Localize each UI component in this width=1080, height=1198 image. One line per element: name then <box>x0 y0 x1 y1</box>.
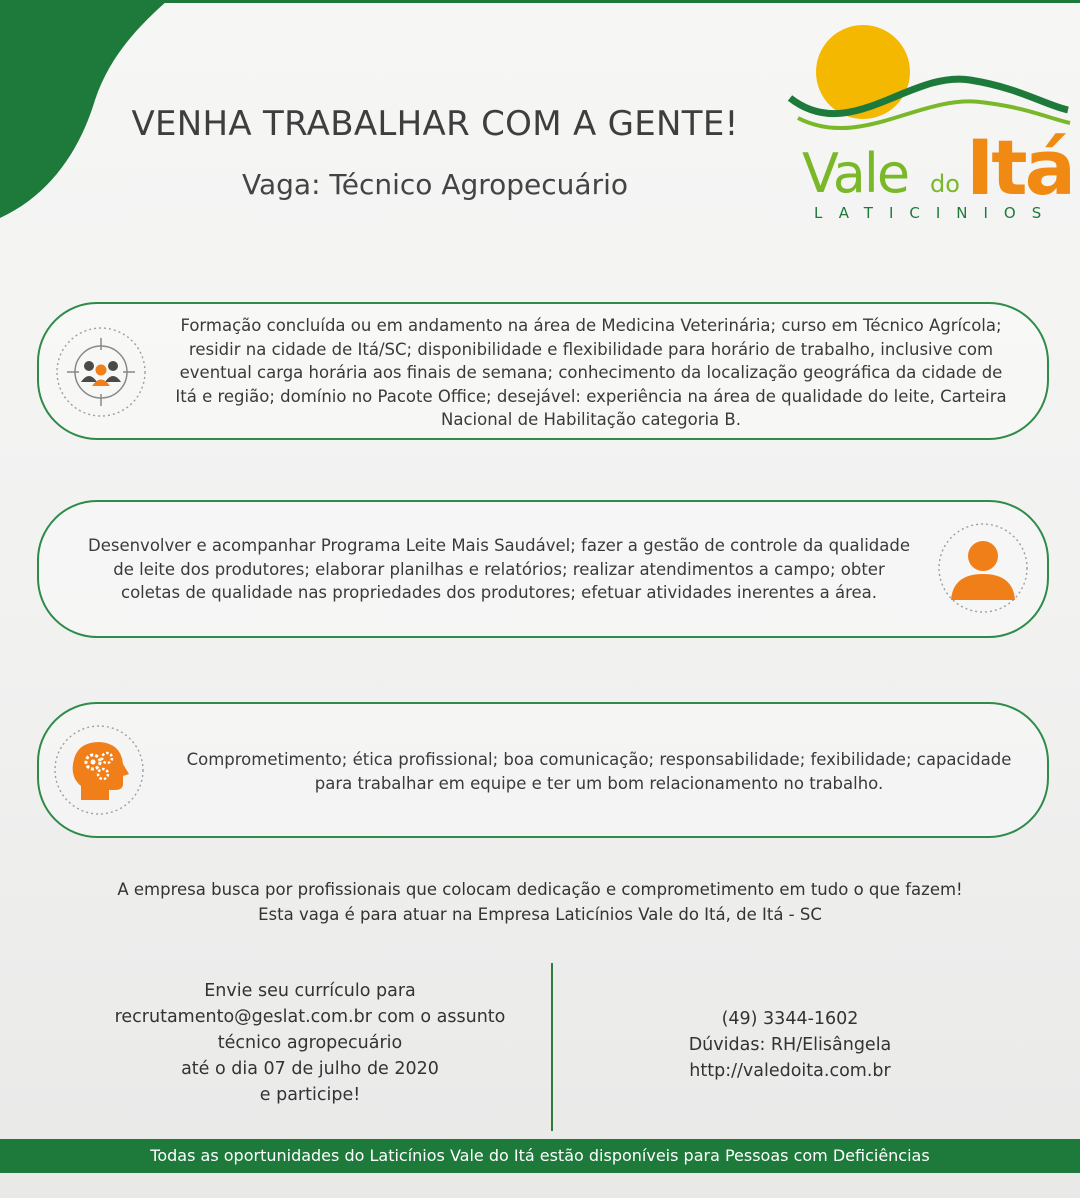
recruitment-email[interactable]: recrutamento@geslat.com.br com o assunto <box>114 1007 506 1027</box>
activities-text: Desenvolver e acompanhar Programa Leite Mais Saudável; fazer a gestão de controle da qualidade de leite dos produtores; elaborar planilhas e relatórios; realizar atendimentos a campo; obter coletas de qualidade nas propriedades dos produtores; efetuar atividades inerentes a área. <box>88 536 910 602</box>
contact-person: Dúvidas: RH/Elisângela <box>688 1035 892 1055</box>
website-link[interactable]: http://valedoita.com.br <box>689 1061 891 1081</box>
activities-card <box>37 500 1049 638</box>
competencies-card <box>37 702 1049 838</box>
closing-message: A empresa busca por profissionais que colocam dedicação e comprometimento em tudo o que fazem! Esta vaga é para atuar na Empresa Laticínios Vale do Itá, de Itá - SC <box>117 880 963 924</box>
svg-text:LATICINIOS: LATICINIOS <box>814 204 1058 222</box>
requirements-card <box>37 302 1049 440</box>
competencies-text: Comprometimento; ética profissional; boa comunicação; responsabilidade; fexibilidade; capacidade para trabalhar em equipe e ter um bom relacionamento no trabalho. <box>186 750 1012 793</box>
svg-text:do: do <box>930 170 960 198</box>
svg-text:Vale: Vale <box>802 142 909 205</box>
contact-info <box>620 1006 960 1084</box>
vale-do-ita-logo <box>780 10 1075 235</box>
phone-number[interactable]: (49) 3344-1602 <box>721 1009 859 1029</box>
svg-text:Itá: Itá <box>966 123 1073 212</box>
page-title: VENHA TRABALHAR COM A GENTE! <box>131 104 739 144</box>
requirements-text: Formação concluída ou em andamento na área de Medicina Veterinária; curso em Técnico Agrícola; residir na cidade de Itá/SC; disponibilidade e flexibilidade para horário de trabalho, inclusive com eventual carga horária aos finais de semana; conhecimento da localização geográfica da cidade de Itá e região; domínio no Pacote Office; desejável: experiência na área de qualidade do leite, Carteira Nacional de Habilitação categoria B. <box>175 316 1007 429</box>
footer-banner: Todas as oportunidades do Laticínios Vale do Itá estão disponíveis para Pessoas com Deficiências <box>0 1139 1080 1173</box>
head-gears-icon <box>51 722 147 818</box>
person-icon <box>935 520 1031 616</box>
application-instructions: Envie seu currículo para recrutamento@geslat.com.br com o assunto técnico agropecuário até o dia 07 de julho de 2020 e participe! <box>90 978 530 1108</box>
job-title: Vaga: Técnico Agropecuário <box>242 168 628 201</box>
group-target-icon <box>53 324 149 420</box>
vertical-divider <box>551 963 553 1131</box>
